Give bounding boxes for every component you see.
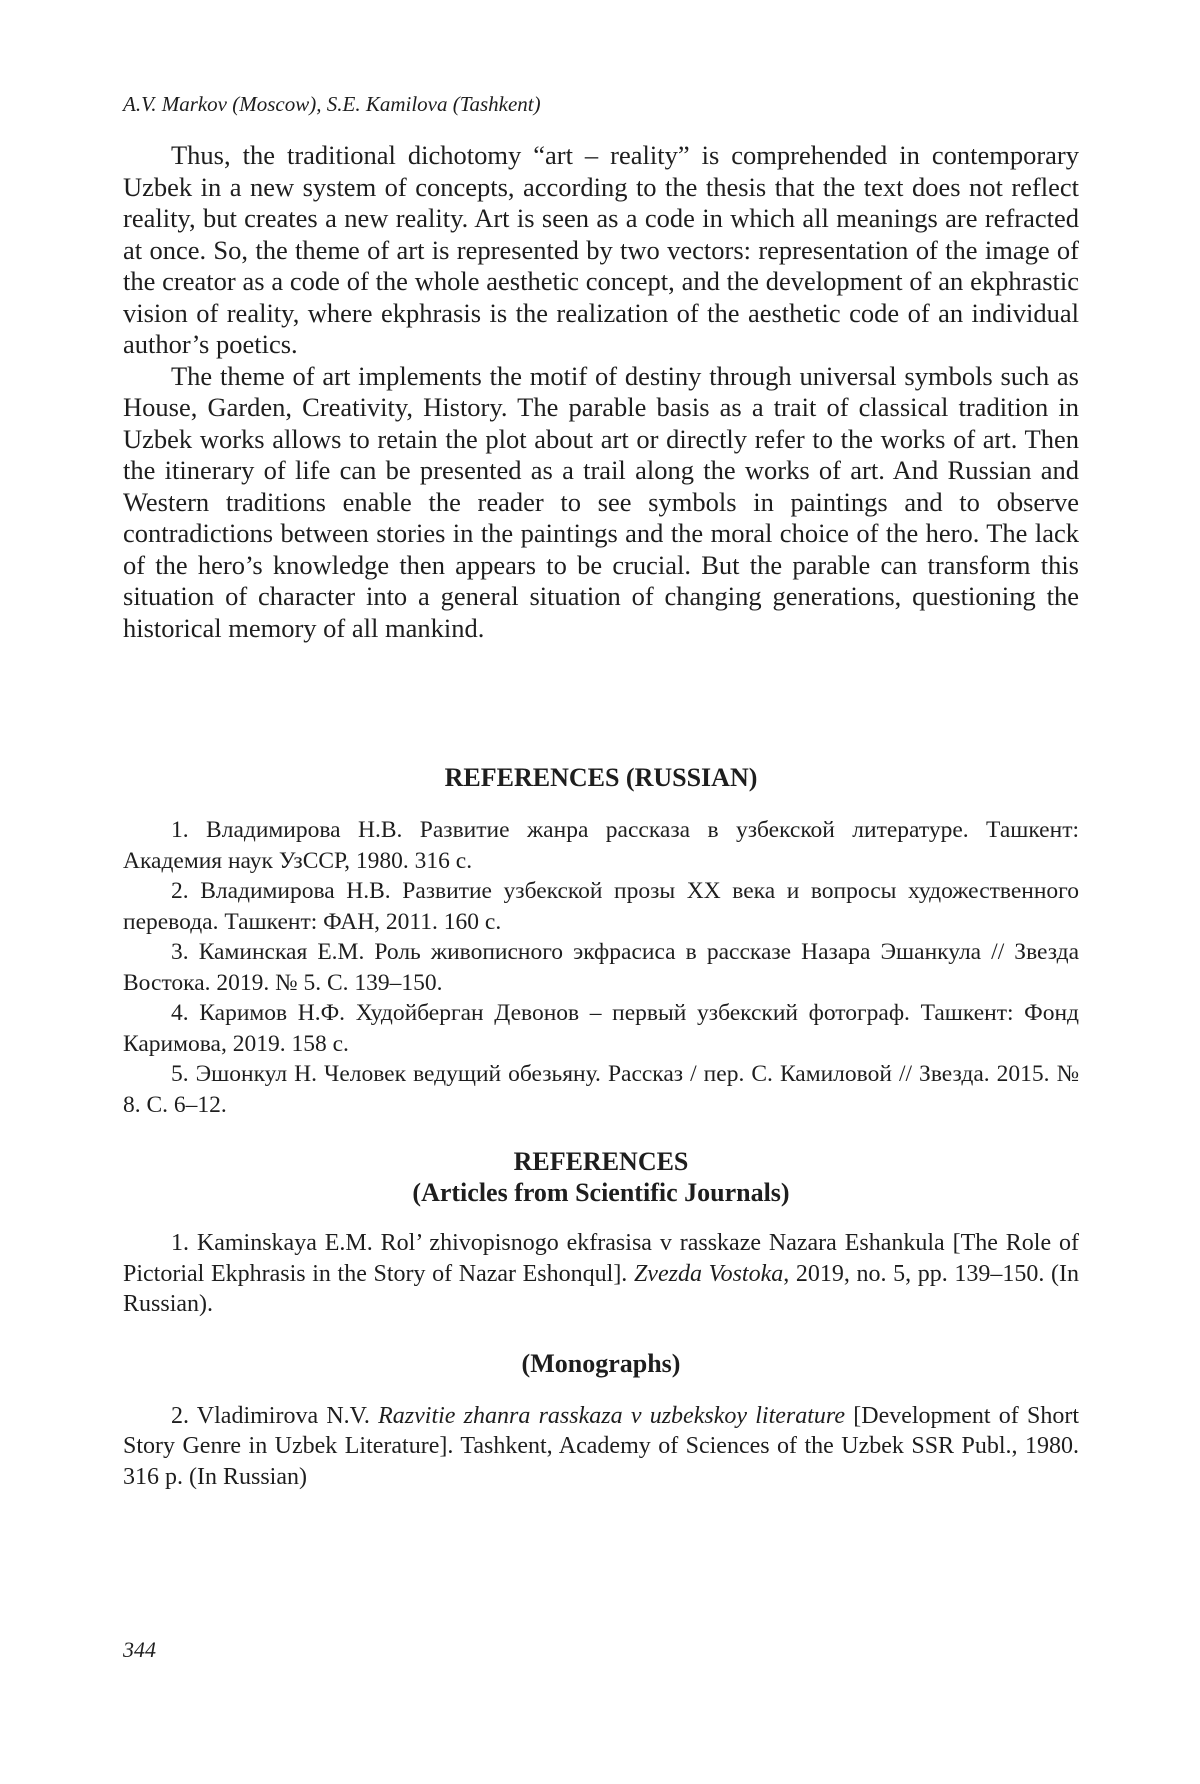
body-text <box>123 140 1079 644</box>
reference-text: [Development of Short Story Genre in Uzbek Literature]. Tashkent, Academy of Sciences of the Uzbek SSR Publ., 1980. 316 p. (In Russian) <box>123 1402 1079 1490</box>
page-number: 344 <box>123 1637 156 1662</box>
reference-text: , 2019, no. 5, pp. 139–150. (In Russian). <box>123 1260 1080 1317</box>
reference-book-title: Razvitie zhanra rasskaza v uzbekskoy literature <box>378 1402 846 1429</box>
reference-item: 2. Владимирова Н.В. Развитие узбекской прозы XX века и вопросы художественного перевода. Ташкент: ФАН, 2011. 160 с. <box>123 878 1079 935</box>
running-head: A.V. Markov (Moscow), S.E. Kamilova (Tashkent) <box>123 92 541 116</box>
references-heading: REFERENCES <box>513 1147 689 1176</box>
references-monographs-list <box>123 1401 1079 1493</box>
reference-item: 5. Эшонкул Н. Человек ведущий обезьяну. Рассказ / пер. С. Камиловой // Звезда. 2015. № 8. С. 6–12. <box>123 1061 1079 1118</box>
body-paragraph: Thus, the traditional dichotomy “art – reality” is comprehended in contemporary Uzbek in a new system of concepts, according to the thesis that the text does not reflect reality, but creates a new reality. Art is seen as a code in which all meanings are refracted at once. So, the theme of art is represented by two vectors: representation of the image of the creator as a code of the whole aesthetic concept, and the development of an ekphrastic vision of reality, where ekphrasis is the realization of the aesthetic code of an individual author’s poetics. <box>123 140 1079 359</box>
references-articles-list <box>123 1228 1079 1320</box>
reference-item <box>123 1228 1079 1320</box>
monographs-heading: (Monographs) <box>521 1348 681 1378</box>
references-russian-list <box>123 815 1079 1120</box>
references-russian-heading: REFERENCES (RUSSIAN) <box>444 763 758 792</box>
reference-item <box>123 1401 1079 1493</box>
references-subheading: (Articles from Scientific Journals) <box>412 1178 790 1207</box>
page <box>123 90 1079 1492</box>
reference-item: 3. Каминская Е.М. Роль живописного экфрасиса в рассказе Назара Эшанкула // Звезда Востока. 2019. № 5. С. 139–150. <box>123 939 1079 996</box>
body-paragraph: The theme of art implements the motif of destiny through universal symbols such as House, Garden, Creativity, History. The parable basis as a trait of classical tradition in Uzbek works allows to retain the plot about art or directly refer to the works of art. Then the itinerary of life can be presented as a trail along the works of art. And Russian and Western traditions enable the reader to see symbols in paintings and to observe contradictions between stories in the paintings and the moral choice of the hero. The lack of the hero’s knowledge then appears to be crucial. But the parable can transform this situation of character into a general situation of changing generations, questioning the historical memory of all mankind. <box>123 360 1079 643</box>
reference-journal-title: Zvezda Vostoka <box>633 1260 784 1287</box>
reference-text: 2. Vladimirova N.V. <box>171 1402 379 1429</box>
reference-text: 1. Kaminskaya E.M. Rol’ zhivopisnogo ekfrasisa v rasskaze Nazara Eshankula [The Role of Pictorial Ekphrasis in the Story of Nazar Eshonqul]. <box>123 1230 1079 1287</box>
reference-item: 1. Владимирова Н.В. Развитие жанра рассказа в узбекской литературе. Ташкент: Академия наук УзССР, 1980. 316 с. <box>123 817 1079 874</box>
reference-item: 4. Каримов Н.Ф. Худойберган Девонов – первый узбекский фотограф. Ташкент: Фонд Каримова, 2019. 158 с. <box>123 1000 1079 1057</box>
